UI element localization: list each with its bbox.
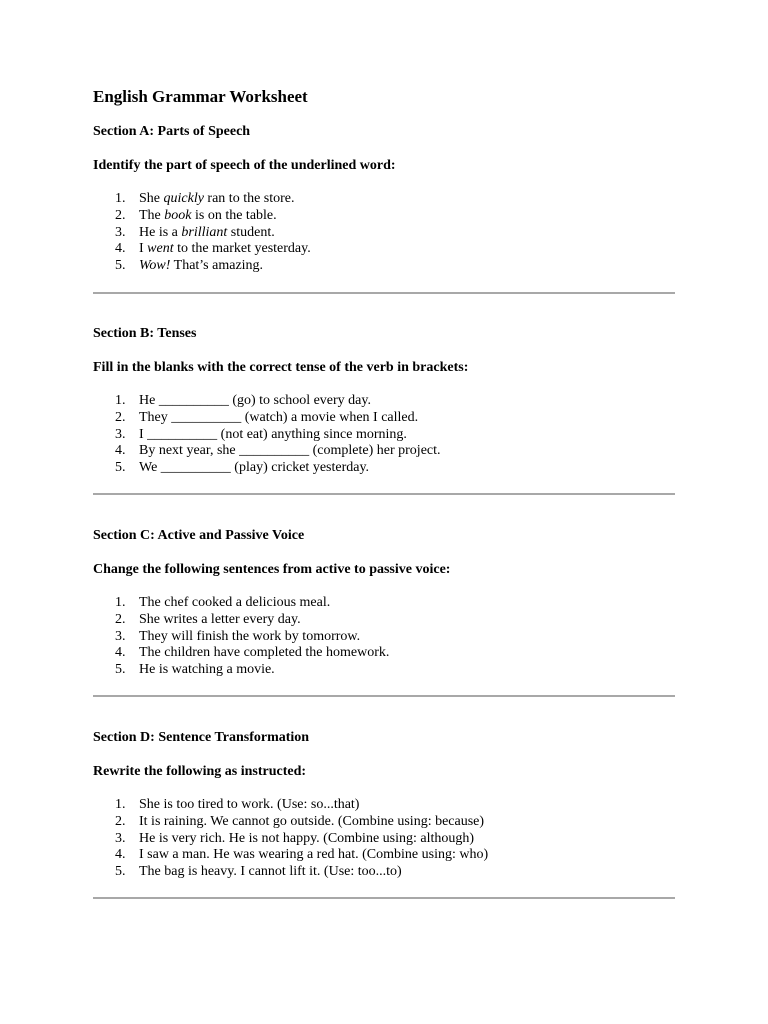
- list-item: [93, 410, 675, 427]
- section-b-list: [93, 393, 675, 477]
- section-d-instruction: Rewrite the following as instructed:: [93, 764, 307, 779]
- section-b: [93, 325, 675, 477]
- list-item: [93, 595, 675, 612]
- item-number: 2.: [115, 813, 126, 829]
- item-text-before: The: [139, 207, 165, 223]
- section-d-heading: Section D: Sentence Transformation: [93, 730, 310, 745]
- item-text: They will finish the work by tomorrow.: [139, 628, 361, 644]
- item-text: The chef cooked a delicious meal.: [139, 595, 331, 610]
- list-item: [93, 258, 675, 275]
- item-text: We __________ (play) cricket yesterday.: [139, 460, 370, 476]
- item-text: By next year, she __________ (complete) her project.: [139, 443, 441, 459]
- section-a-instruction: Identify the part of speech of the underlined word:: [93, 158, 396, 173]
- item-number: 1.: [115, 191, 126, 206]
- list-item: [93, 645, 675, 662]
- item-target-word: quickly: [163, 191, 204, 206]
- item-number: 5.: [115, 662, 126, 678]
- list-item: [93, 814, 675, 831]
- item-number: 4.: [115, 847, 126, 863]
- list-item: [93, 208, 675, 225]
- item-number: 2.: [115, 409, 126, 425]
- section-b-heading: Section B: Tenses: [93, 326, 197, 341]
- item-text-after: student.: [227, 224, 275, 240]
- item-text: It is raining. We cannot go outside. (Combine using: because): [139, 813, 485, 829]
- item-target-word: book: [164, 207, 192, 223]
- item-number: 3.: [115, 628, 126, 644]
- item-text: They __________ (watch) a movie when I called.: [139, 409, 419, 425]
- list-item: [93, 864, 675, 881]
- item-target-word: brilliant: [181, 224, 228, 240]
- item-number: 4.: [115, 241, 126, 257]
- section-d: [93, 729, 675, 881]
- item-text-before: She: [139, 191, 164, 206]
- item-text-before: I: [139, 241, 148, 257]
- item-number: 1.: [115, 595, 126, 610]
- item-text: The bag is heavy. I cannot lift it. (Use: too...to): [139, 864, 402, 880]
- item-text-after: That’s amazing.: [170, 258, 264, 274]
- item-text: He __________ (go) to school every day.: [139, 393, 371, 408]
- list-item: [93, 831, 675, 848]
- list-item: [93, 427, 675, 444]
- item-number: 5.: [115, 460, 126, 476]
- list-item: [93, 612, 675, 629]
- list-item: [93, 662, 675, 679]
- section-c-list: [93, 595, 675, 679]
- list-item: [93, 797, 675, 814]
- section-a-list: [93, 191, 675, 275]
- item-text: The children have completed the homework.: [139, 645, 390, 661]
- item-number: 3.: [115, 224, 126, 240]
- section-divider: [93, 897, 675, 899]
- section-c: [93, 527, 675, 679]
- section-d-list: [93, 797, 675, 881]
- item-number: 1.: [115, 393, 126, 408]
- item-text: She is too tired to work. (Use: so...that): [139, 797, 360, 812]
- list-item: [93, 225, 675, 242]
- item-text: She writes a letter every day.: [139, 611, 301, 627]
- item-number: 4.: [115, 645, 126, 661]
- item-text-before: He is a: [139, 224, 182, 240]
- item-text-after: is on the table.: [191, 207, 277, 223]
- item-text: I saw a man. He was wearing a red hat. (Combine using: who): [139, 847, 489, 863]
- section-c-heading: Section C: Active and Passive Voice: [93, 528, 305, 543]
- item-target-word: went: [147, 241, 174, 257]
- section-c-instruction: Change the following sentences from active to passive voice:: [93, 562, 451, 577]
- item-text-after: to the market yesterday.: [173, 241, 311, 257]
- item-number: 2.: [115, 611, 126, 627]
- item-number: 3.: [115, 830, 126, 846]
- section-b-instruction: Fill in the blanks with the correct tense of the verb in brackets:: [93, 360, 469, 375]
- list-item: [93, 393, 675, 410]
- item-number: 3.: [115, 426, 126, 442]
- item-number: 5.: [115, 864, 126, 880]
- list-item: [93, 460, 675, 477]
- item-text: I __________ (not eat) anything since morning.: [139, 426, 407, 442]
- item-text: He is watching a movie.: [139, 662, 275, 678]
- item-number: 5.: [115, 258, 126, 274]
- item-text: He is very rich. He is not happy. (Combine using: although): [139, 830, 475, 846]
- section-a: [93, 123, 675, 275]
- item-target-word: Wow!: [139, 258, 171, 274]
- section-a-heading: Section A: Parts of Speech: [93, 124, 251, 139]
- item-number: 1.: [115, 797, 126, 812]
- section-divider: [93, 493, 675, 495]
- section-divider: [93, 292, 675, 294]
- item-text-after: ran to the store.: [203, 191, 295, 206]
- item-number: 2.: [115, 207, 126, 223]
- list-item: [93, 191, 675, 208]
- list-item: [93, 847, 675, 864]
- list-item: [93, 241, 675, 258]
- item-number: 4.: [115, 443, 126, 459]
- worksheet-title: English Grammar Worksheet: [93, 87, 308, 106]
- section-divider: [93, 695, 675, 697]
- list-item: [93, 629, 675, 646]
- list-item: [93, 443, 675, 460]
